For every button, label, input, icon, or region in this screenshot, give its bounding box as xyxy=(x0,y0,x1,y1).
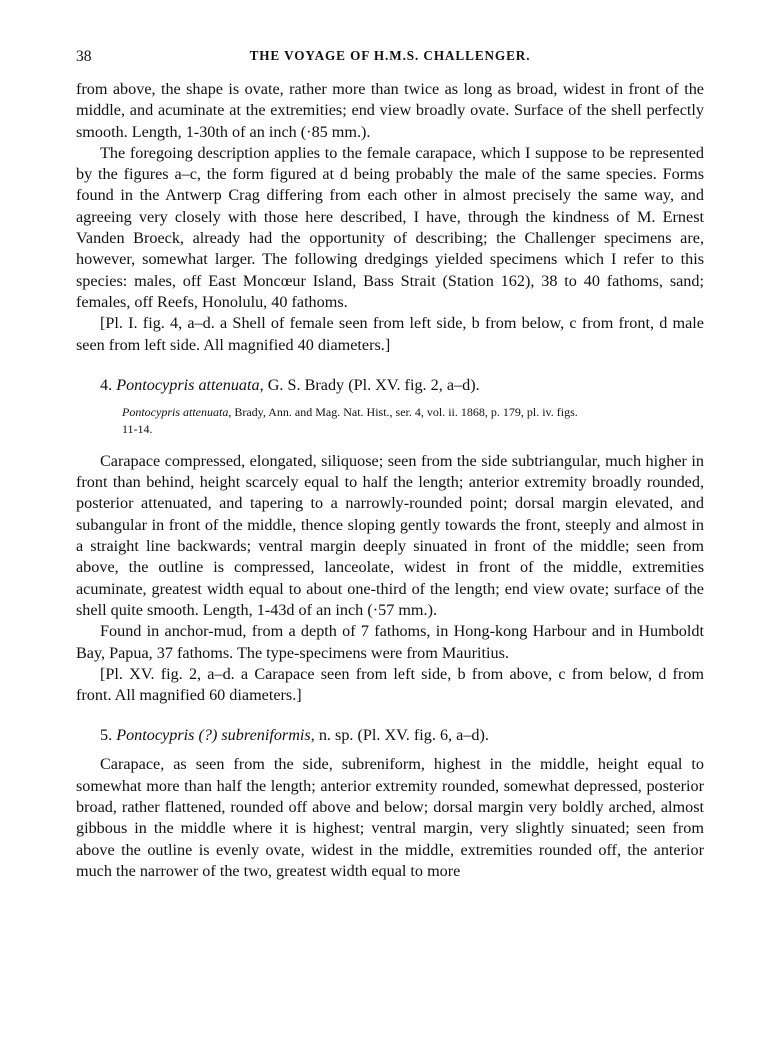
species4-reference xyxy=(122,404,704,438)
species4-reference-name: Pontocypris attenuata xyxy=(122,404,229,419)
species4-authority: , G. S. Brady (Pl. XV. fig. 2, a–d). xyxy=(259,375,480,394)
species4-name: Pontocypris attenuata xyxy=(116,375,260,394)
document-page xyxy=(76,40,704,882)
species5-name: Pontocypris (?) subreniformis xyxy=(116,726,311,745)
species4-reference-text: , Brady, Ann. and Mag. Nat. Hist., ser. 4, vol. ii. 1868, p. 179, pl. iv. figs. xyxy=(228,404,578,419)
species4-locality: Found in anchor-mud, from a depth of 7 fathoms, in Hong-kong Harbour and in Humboldt Bay, Papua, 37 fathoms. The type-specimens were from Mauritius. xyxy=(76,622,704,662)
species4-plate-note: [Pl. XV. fig. 2, a–d. a Carapace seen from left side, b from above, c from below, d from front. All magnified 60 diameters.] xyxy=(76,664,704,705)
species5-number: 5. xyxy=(100,726,113,745)
running-title: THE VOYAGE OF H.M.S. CHALLENGER. xyxy=(249,48,531,63)
species4-reference-continued: 11-14. xyxy=(122,421,153,436)
species3-plate-note: [Pl. I. fig. 4, a–d. a Shell of female seen from left side, b from below, c from front, d male seen from left side. All magnified 40 diameters.] xyxy=(76,314,704,354)
page-number: 38 xyxy=(76,48,92,65)
running-header xyxy=(76,40,704,66)
species4-number: 4. xyxy=(100,375,113,394)
species5-authority: , n. sp. (Pl. XV. fig. 6, a–d). xyxy=(310,726,489,745)
species5-heading xyxy=(76,724,704,746)
species4-heading xyxy=(76,374,704,396)
species5-description: Carapace, as seen from the side, subreniform, highest in the middle, height equal to somewhat more than half the length; anterior extremity rounded, somewhat depressed, posterior broad, rather flattened, rounded off above and below; dorsal margin very boldly arched, almost gibbous in the middle where it is highest; ventral margin, very slightly sinuated; seen from above the outline is evenly ovate, widest in the middle, extremities rounded off, the anterior much the narrower of the two, greatest width equal to more xyxy=(76,755,704,880)
species4-description: Carapace compressed, elongated, siliquose; seen from the side subtriangular, much higher in front than behind, height scarcely equal to half the length; anterior extremity broadly rounded, posterior attenuated, and tapering to a narrowly-rounded point; dorsal margin elevated, and subangular in front of the middle, thence sloping gently towards the front, steeply and almost in a straight line backwards; ventral margin deeply sinuated in front of the middle; seen from above, the outline is compressed, lanceolate, widest in front of the middle, extremities acuminate, greatest width equal to about one-third of the length; end view ovate; surface of the shell quite smooth. Length, 1-43d of an inch (·57 mm.). xyxy=(76,451,704,619)
species3-description-end: from above, the shape is ovate, rather more than twice as long as broad, widest in front of the middle, and acuminate at the extremities; end view broadly ovate. Surface of the shell perfectly smooth. Length, 1-30th of an inch (·85 mm.). xyxy=(76,80,704,141)
species3-remarks: The foregoing description applies to the female carapace, which I suppose to be represented by the figures a–c, the form figured at d being probably the male of the same species. Forms found in the Antwerp Crag differing from each other in almost precisely the same way, and agreeing very closely with those here described, I have, through the kindness of M. Ernest Vanden Broeck, already had the opportunity of describing; the Challenger specimens are, however, somewhat larger. The following dredgings yielded specimens which I refer to this species: males, off East Moncœur Island, Bass Strait (Station 162), 38 to 40 fathoms, sand; females, off Reefs, Honolulu, 40 fathoms. xyxy=(76,143,704,311)
